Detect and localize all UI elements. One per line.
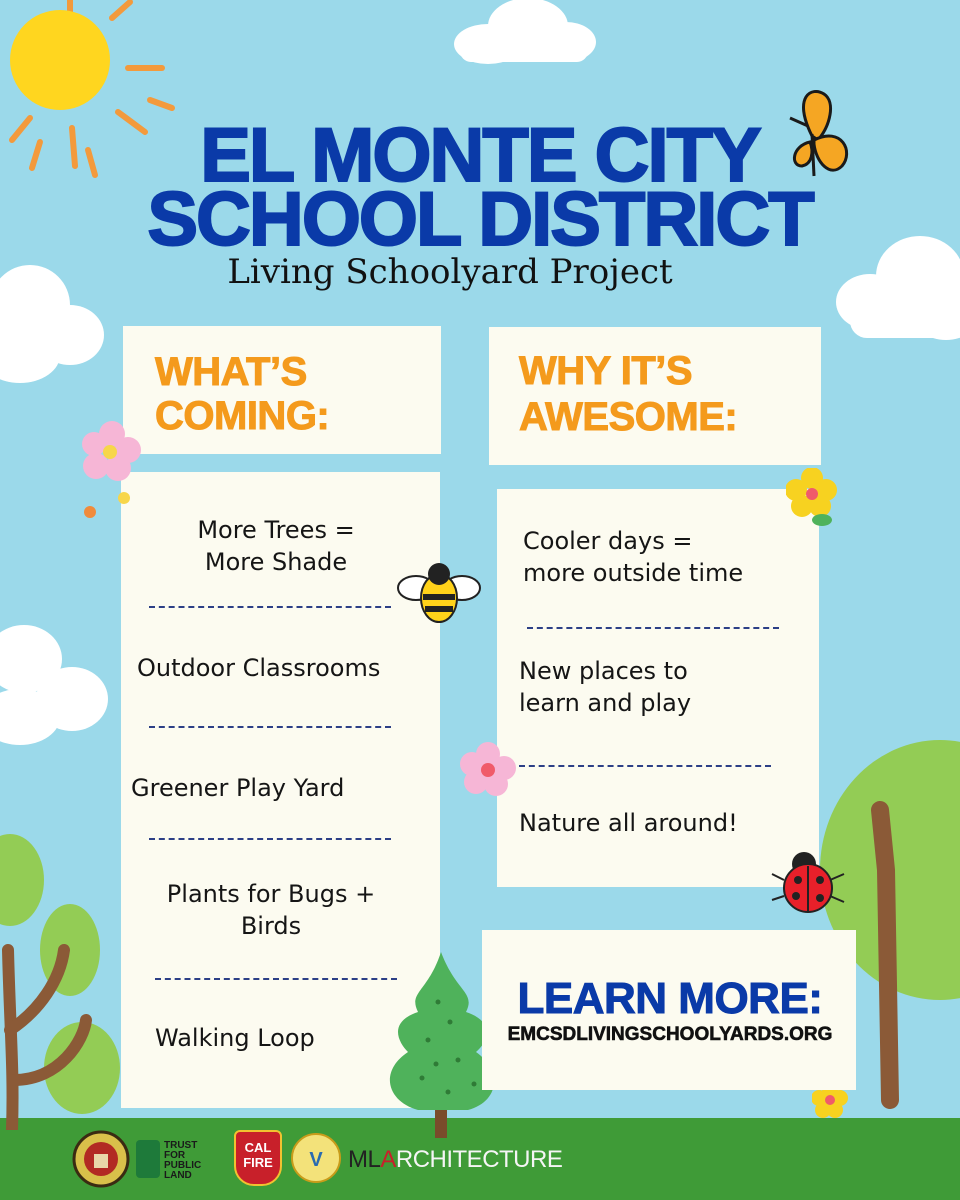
whats-coming-heading-line-2: COMING: [155,394,330,438]
list-item: More Trees = More Shade [197,516,355,576]
list-item: Cooler days = more outside time [523,527,744,587]
list-item: Walking Loop [155,1024,315,1052]
learn-more-label: LEARN MORE: [517,974,823,1023]
whats-coming-heading-panel [123,326,441,454]
flower-icon [786,468,838,530]
flower-icon [460,742,518,798]
divider [155,978,397,980]
title-line-1: EL MONTE CITY [200,113,760,198]
list-item: Greener Play Yard [131,774,345,802]
list-item: New places to learn and play [519,657,692,717]
ladybug-icon [770,850,846,920]
why-awesome-heading-panel [489,327,821,465]
why-awesome-list-panel [497,489,819,887]
divider [149,606,391,608]
learn-more-url[interactable]: EMCSDLIVINGSCHOOLYARDS.ORG [507,1024,833,1045]
title-line-2: SCHOOL DISTRICT [147,177,813,262]
tree-icon [0,830,150,1130]
divider [527,627,779,629]
bee-icon [396,560,482,630]
cloud-icon [0,615,110,747]
butterfly-icon [772,86,854,180]
svg-text:V: V [309,1149,323,1171]
flower-icon [78,420,144,524]
av-logo [290,1132,342,1184]
cal-fire-logo: CAL FIRE [234,1130,282,1186]
divider [519,765,771,767]
whats-coming-heading-line-1: WHAT’S [155,350,307,394]
list-item: Outdoor Classrooms [137,654,381,682]
subtitle: Living Schoolyard Project [227,252,673,292]
trust-logo-mark [136,1140,160,1178]
divider [149,726,391,728]
list-item: Nature all around! [519,809,738,837]
why-awesome-heading-line-1: WHY IT’S [519,349,693,393]
cloud-icon [448,0,598,64]
list-item: Plants for Bugs + Birds [166,880,376,940]
mla-architecture-logo: MLARCHITECTURE [348,1146,563,1173]
why-awesome-heading-line-2: AWESOME: [519,395,738,439]
district-seal-logo [72,1130,130,1188]
divider [149,838,391,840]
trust-for-public-land-logo: TRUST FOR PUBLIC LAND [164,1140,202,1181]
